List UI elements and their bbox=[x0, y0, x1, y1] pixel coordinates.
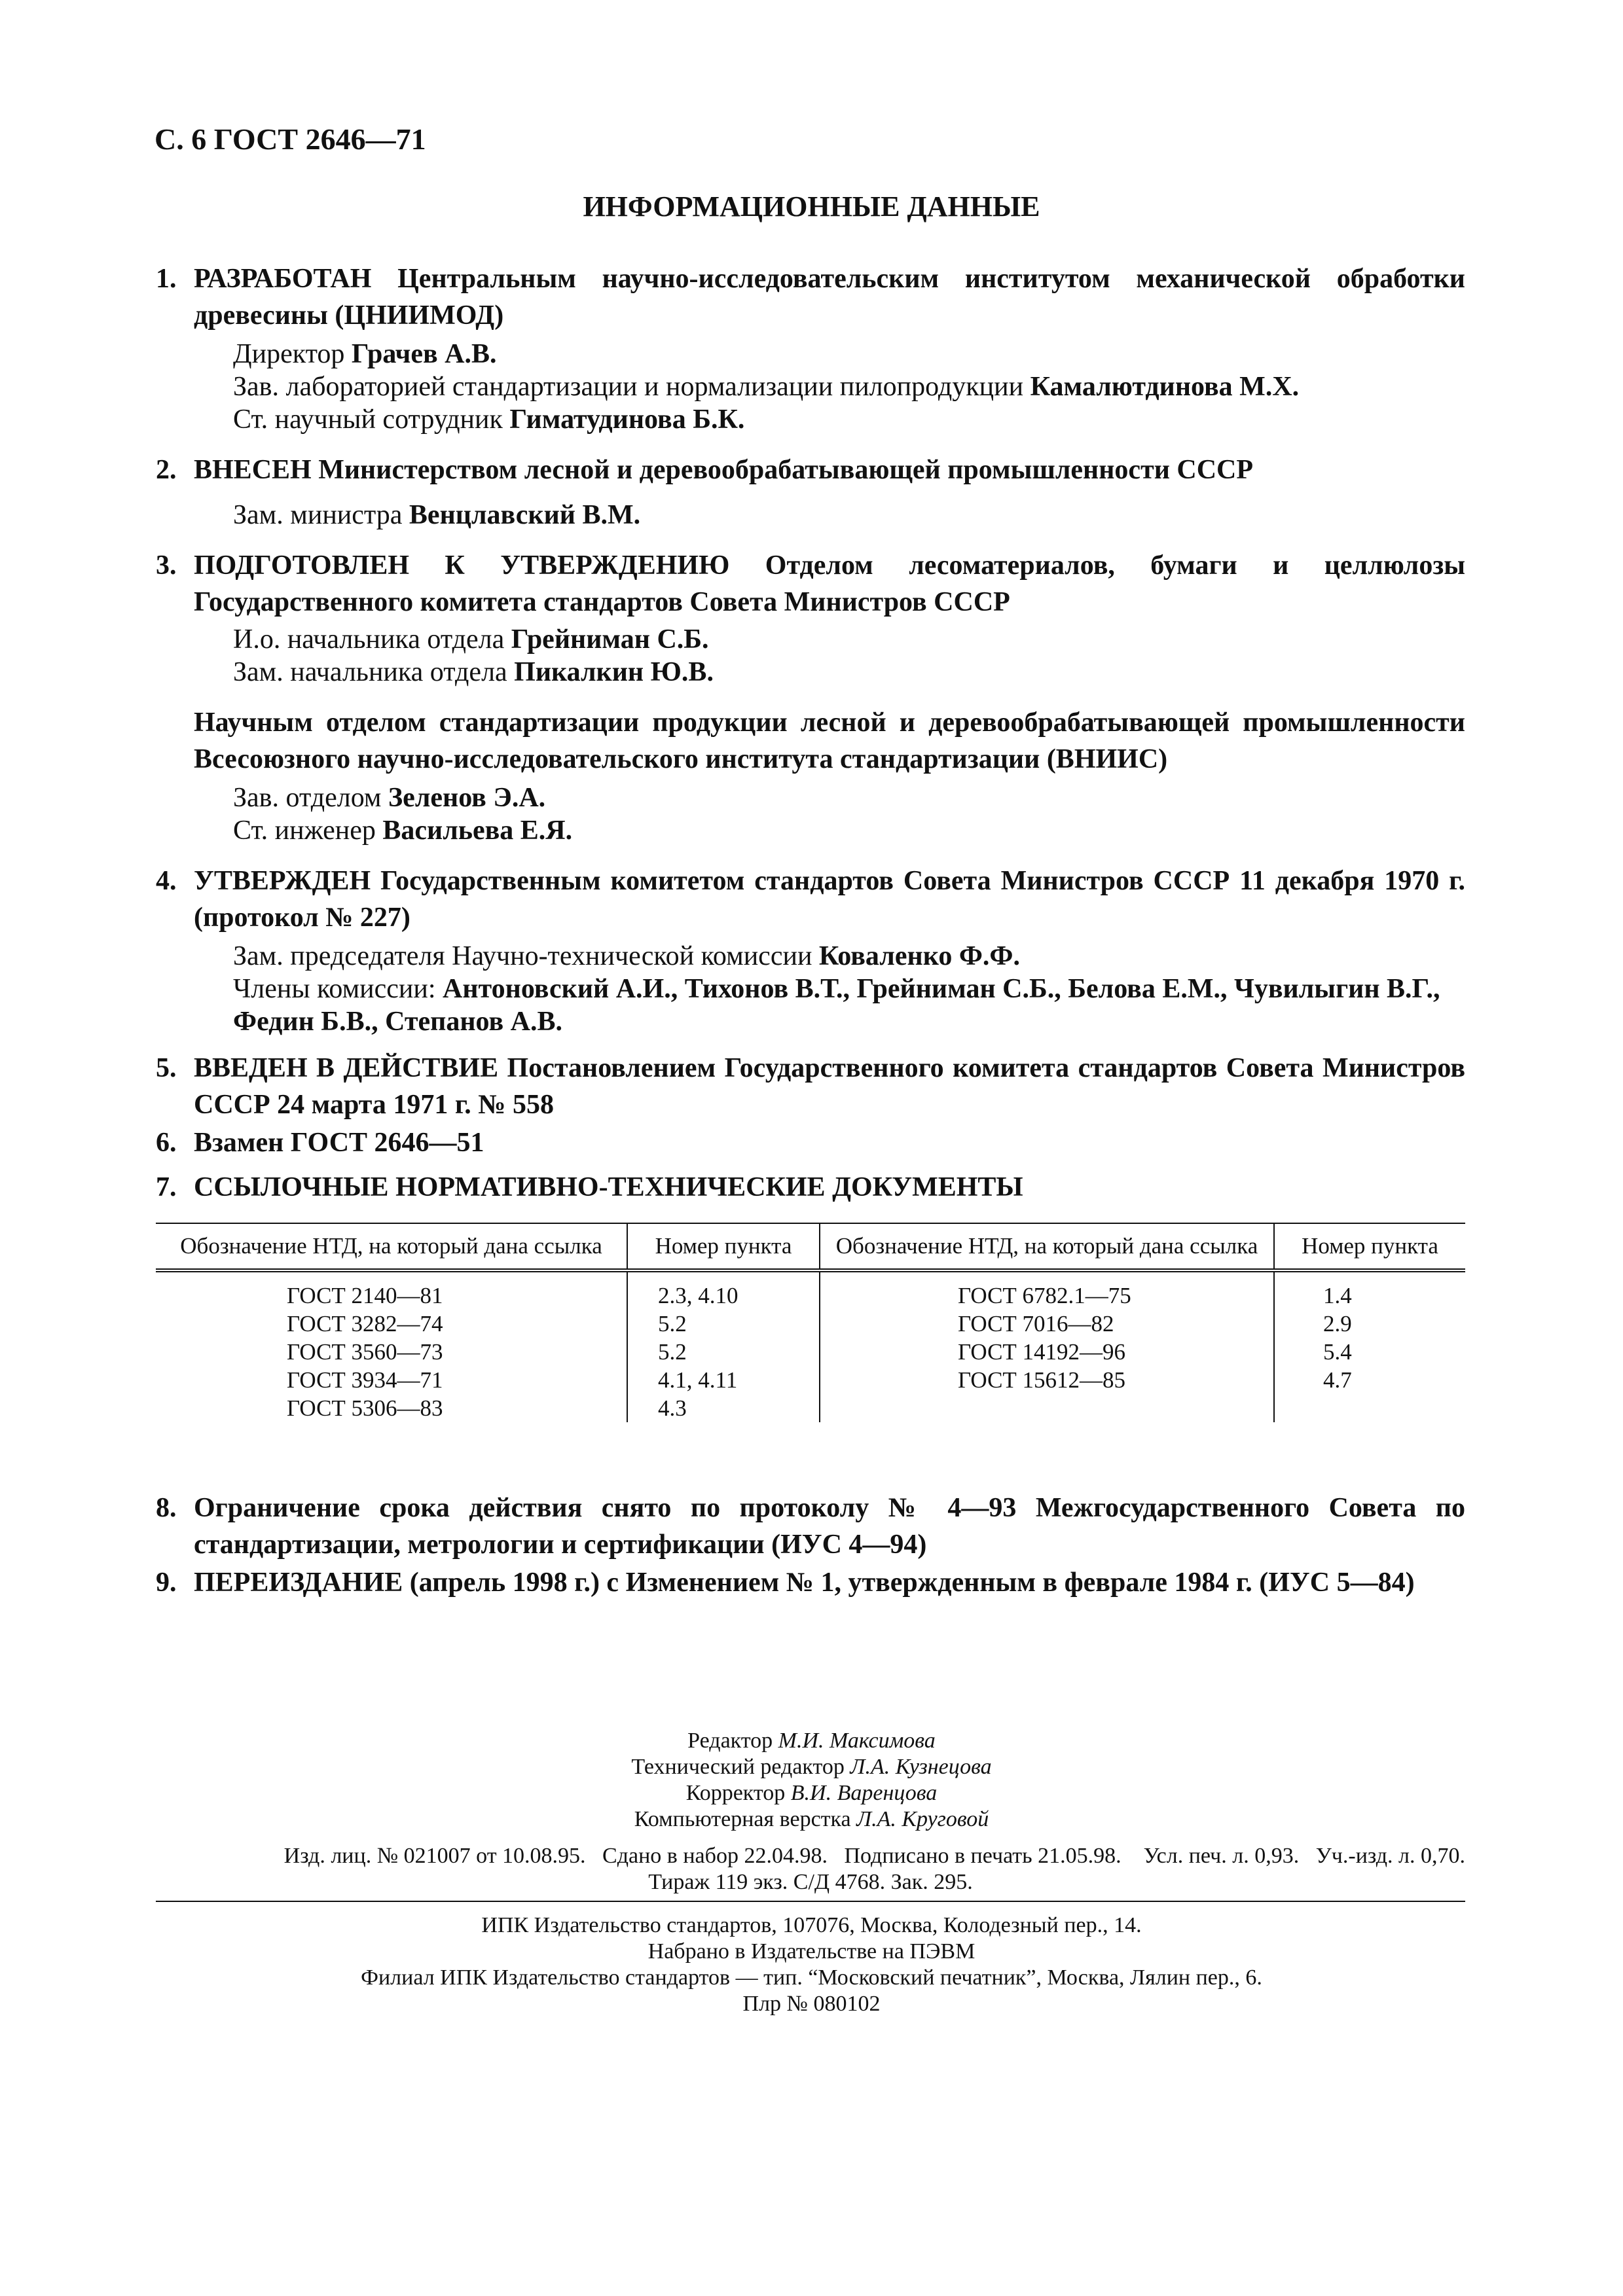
column-header-point: Номер пункта bbox=[1274, 1223, 1465, 1270]
page-title: ИНФОРМАЦИОННЫЕ ДАННЫЕ bbox=[583, 190, 1040, 223]
person-role: Зам. министра bbox=[233, 500, 409, 530]
item-text: Ограничение срока действия снято по протоколу № 4—93 Межгосударственного Совета по стандартизации, метрологии и сертификации (ИУС 4—94) bbox=[194, 1493, 1465, 1560]
imprint-tech-editor bbox=[0, 1754, 1623, 1780]
table-cell-point: 4.1, 4.11 bbox=[627, 1366, 820, 1394]
info-item-5 bbox=[156, 1050, 1465, 1123]
table-cell-document: ГОСТ 2140—81 bbox=[287, 1283, 443, 1308]
item-number: 6. bbox=[156, 1128, 177, 1158]
publisher-line: Плр № 080102 bbox=[742, 1992, 881, 2016]
table-cell-point: 5.2 bbox=[627, 1338, 820, 1366]
table-cell-document: ГОСТ 3282—74 bbox=[287, 1311, 443, 1336]
people-list-4 bbox=[233, 940, 1464, 1038]
item-number: 1. bbox=[156, 264, 177, 294]
person-name: Грейниман С.Б. bbox=[511, 624, 709, 655]
item-text: РАЗРАБОТАН Центральным научно-исследовательским институтом механической обработки древесины (ЦНИИМОД) bbox=[194, 264, 1465, 331]
table-cell-point: 1.4 bbox=[1274, 1270, 1465, 1310]
info-item-3 bbox=[156, 547, 1465, 620]
person-line bbox=[233, 403, 1464, 436]
reference-documents-table bbox=[156, 1223, 1465, 1422]
person-role: Ст. инженер bbox=[233, 816, 383, 846]
divider bbox=[156, 1901, 1465, 1902]
person-line bbox=[233, 623, 1464, 656]
item-text: УТВЕРЖДЕН Государственным комитетом стандартов Совета Министров СССР 11 декабря 1970 г. (протокол № 227) bbox=[194, 866, 1465, 933]
publisher-line: Набрано в Издательстве на ПЭВМ bbox=[647, 1939, 976, 1964]
item-number: 2. bbox=[156, 455, 177, 485]
table-row bbox=[156, 1394, 1465, 1422]
imprint-layout bbox=[0, 1806, 1623, 1833]
person-line bbox=[233, 1005, 1464, 1038]
table-cell-point bbox=[1274, 1394, 1465, 1422]
table-cell-document: ГОСТ 5306—83 bbox=[287, 1395, 443, 1421]
person-line bbox=[233, 499, 1464, 531]
person-name: Коваленко Ф.Ф. bbox=[818, 941, 1020, 971]
person-name: Зеленов Э.А. bbox=[388, 783, 546, 813]
table-cell-point: 4.7 bbox=[1274, 1366, 1465, 1394]
item-text: ВВЕДЕН В ДЕЙСТВИЕ Постановлением Государственного комитета стандартов Совета Министров СССР 24 марта 1971 г. № 558 bbox=[194, 1053, 1465, 1120]
item-number: 4. bbox=[156, 866, 177, 896]
person-role: Зам. председателя Научно-технической комиссии bbox=[233, 941, 819, 971]
info-item-3b bbox=[156, 704, 1465, 778]
people-list-2 bbox=[233, 499, 1464, 531]
imprint-block bbox=[0, 1728, 1623, 1833]
person-line bbox=[233, 814, 1464, 847]
person-role: Члены комиссии: bbox=[233, 974, 443, 1004]
publisher-line: Филиал ИПК Издательство стандартов — тип. “Московский печатник”, Москва, Лялин пер., 6. bbox=[361, 1965, 1262, 1990]
info-item-9 bbox=[156, 1564, 1465, 1601]
item-number: 9. bbox=[156, 1568, 177, 1598]
info-item-7 bbox=[156, 1169, 1465, 1206]
person-name: Камалютдинова М.Х. bbox=[1030, 372, 1300, 402]
person-name: Пикалкин Ю.В. bbox=[514, 657, 714, 687]
people-list-3b bbox=[233, 781, 1464, 847]
table-cell-point: 2.9 bbox=[1274, 1310, 1465, 1338]
person-role: Зам. начальника отдела bbox=[233, 657, 515, 687]
info-item-8 bbox=[156, 1490, 1465, 1563]
table-cell-document: ГОСТ 6782.1—75 bbox=[820, 1270, 1274, 1310]
imprint-editor bbox=[0, 1728, 1623, 1754]
table-row bbox=[156, 1366, 1465, 1394]
table-cell-document bbox=[820, 1394, 1274, 1422]
person-name: Васильева Е.Я. bbox=[382, 816, 573, 846]
table-cell-document: ГОСТ 3560—73 bbox=[287, 1339, 443, 1365]
table-cell-document: ГОСТ 14192—96 bbox=[820, 1338, 1274, 1366]
person-name: Гиматудинова Б.К. bbox=[509, 404, 745, 435]
publisher-block bbox=[0, 1912, 1623, 2017]
table-cell-document: ГОСТ 3934—71 bbox=[287, 1367, 443, 1393]
person-name: Антоновский А.И., Тихонов В.Т., Грейниман С.Б., Белова Е.М., Чувилыгин В.Г., bbox=[443, 974, 1440, 1004]
person-line bbox=[233, 338, 1464, 370]
column-header-document: Обозначение НТД, на который дана ссылка bbox=[156, 1223, 627, 1270]
person-role: Зав. лабораторией стандартизации и нормализации пилопродукции bbox=[233, 372, 1030, 402]
person-role: Ст. научный сотрудник bbox=[233, 404, 510, 435]
info-item-1 bbox=[156, 260, 1465, 334]
imprint-name: В.И. Варенцова bbox=[790, 1781, 938, 1805]
publication-line-1: Изд. лиц. № 021007 от 10.08.95. Сдано в набор 22.04.98. Подписано в печать 21.05.98. Усл. печ. л. 0,93. Уч.-изд. л. 0,70. bbox=[283, 1844, 1465, 1868]
item-text: ПЕРЕИЗДАНИЕ (апрель 1998 г.) с Изменением № 1, утвержденным в феврале 1984 г. (ИУС 5—84) bbox=[194, 1568, 1415, 1598]
publication-line-2: Тираж 119 экз. С/Д 4768. Зак. 295. bbox=[648, 1870, 973, 1894]
person-line bbox=[233, 781, 1464, 814]
column-header-document: Обозначение НТД, на который дана ссылка bbox=[820, 1223, 1274, 1270]
table-row bbox=[156, 1270, 1465, 1310]
table-cell-point: 2.3, 4.10 bbox=[627, 1270, 820, 1310]
item-text: ССЫЛОЧНЫЕ НОРМАТИВНО-ТЕХНИЧЕСКИЕ ДОКУМЕНТЫ bbox=[194, 1172, 1023, 1202]
person-line bbox=[233, 973, 1464, 1005]
people-list-1 bbox=[233, 338, 1464, 436]
table-cell-point: 4.3 bbox=[627, 1394, 820, 1422]
imprint-name: Л.А. Круговой bbox=[856, 1807, 989, 1831]
info-item-4 bbox=[156, 863, 1465, 936]
column-header-point: Номер пункта bbox=[627, 1223, 820, 1270]
imprint-label: Технический редактор bbox=[631, 1755, 850, 1779]
imprint-name: Л.А. Кузнецова bbox=[850, 1755, 992, 1779]
person-name: Грачев А.В. bbox=[351, 339, 497, 369]
info-item-6 bbox=[156, 1124, 1465, 1161]
table-row bbox=[156, 1310, 1465, 1338]
table-cell-point: 5.2 bbox=[627, 1310, 820, 1338]
imprint-corrector bbox=[0, 1780, 1623, 1806]
item-text: ВНЕСЕН Министерством лесной и деревообрабатывающей промышленности СССР bbox=[194, 455, 1254, 485]
item-number: 7. bbox=[156, 1172, 177, 1202]
person-name: Венцлавский В.М. bbox=[409, 500, 641, 530]
table-cell-document: ГОСТ 15612—85 bbox=[820, 1366, 1274, 1394]
page-header: С. 6 ГОСТ 2646—71 bbox=[155, 122, 426, 156]
item-number: 3. bbox=[156, 550, 177, 581]
item-text: ПОДГОТОВЛЕН К УТВЕРЖДЕНИЮ Отделом лесоматериалов, бумаги и целлюлозы Государственного комитета стандартов Совета Министров СССР bbox=[194, 550, 1465, 617]
imprint-name: М.И. Максимова bbox=[778, 1729, 936, 1753]
person-line bbox=[233, 940, 1464, 973]
item-number: 8. bbox=[156, 1493, 177, 1523]
table-header-row bbox=[156, 1223, 1465, 1270]
item-text: Взамен ГОСТ 2646—51 bbox=[194, 1128, 484, 1158]
people-list-3 bbox=[233, 623, 1464, 689]
imprint-label: Компьютерная верстка bbox=[634, 1807, 857, 1831]
person-role: Директор bbox=[233, 339, 352, 369]
person-line bbox=[233, 656, 1464, 689]
person-role: Зав. отделом bbox=[233, 783, 389, 813]
table-cell-document: ГОСТ 7016—82 bbox=[820, 1310, 1274, 1338]
table-cell-point: 5.4 bbox=[1274, 1338, 1465, 1366]
item-number: 5. bbox=[156, 1053, 177, 1083]
imprint-label: Редактор bbox=[687, 1729, 778, 1753]
publisher-line: ИПК Издательство стандартов, 107076, Москва, Колодезный пер., 14. bbox=[481, 1913, 1142, 1937]
imprint-label: Корректор bbox=[685, 1781, 791, 1805]
person-name: Федин Б.В., Степанов А.В. bbox=[233, 1007, 563, 1037]
info-item-2 bbox=[156, 452, 1465, 488]
item-text: Научным отделом стандартизации продукции лесной и деревообрабатывающей промышленности Всесоюзного научно-исследовательского института стандартизации (ВНИИС) bbox=[194, 708, 1465, 774]
table-row bbox=[156, 1338, 1465, 1366]
person-line bbox=[233, 370, 1464, 403]
person-role: И.о. начальника отдела bbox=[233, 624, 511, 655]
